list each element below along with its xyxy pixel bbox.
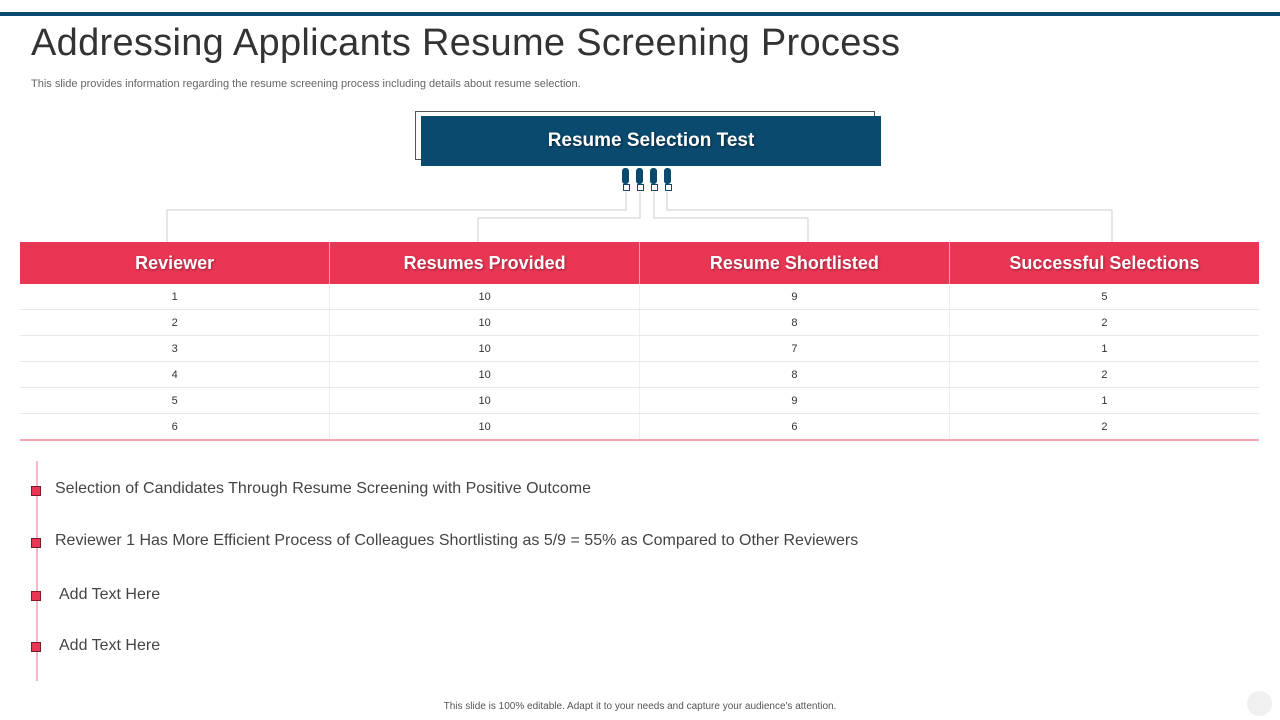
- cell-successful-selections: 1: [949, 388, 1259, 414]
- table-header-row: [20, 242, 1259, 284]
- cell-successful-selections: 2: [949, 414, 1259, 441]
- square-bullet-icon: [31, 486, 41, 496]
- connector-cap: [665, 184, 672, 191]
- cell-successful-selections: 1: [949, 336, 1259, 362]
- cell-resume-shortlisted: 8: [640, 310, 950, 336]
- cell-reviewer: 4: [20, 362, 330, 388]
- bullet-text: Reviewer 1 Has More Efficient Process of Colleagues Shortlisting as 5/9 = 55% as Compared to Other Reviewers: [55, 532, 859, 549]
- connector-cap: [637, 184, 644, 191]
- cell-reviewer: 2: [20, 310, 330, 336]
- cell-resume-shortlisted: 7: [640, 336, 950, 362]
- square-bullet-icon: [31, 538, 41, 548]
- square-bullet-icon: [31, 591, 41, 601]
- cell-resumes-provided: 10: [330, 336, 640, 362]
- table-row: [20, 414, 1259, 441]
- table-row: [20, 388, 1259, 414]
- column-header-resume-shortlisted: Resume Shortlisted: [640, 242, 950, 284]
- cell-reviewer: 1: [20, 284, 330, 310]
- cell-resume-shortlisted: 9: [640, 388, 950, 414]
- cell-reviewer: 3: [20, 336, 330, 362]
- cell-successful-selections: 2: [949, 362, 1259, 388]
- square-bullet-icon: [31, 642, 41, 652]
- cell-successful-selections: 2: [949, 310, 1259, 336]
- connector-pin: [622, 168, 629, 184]
- table-row: [20, 336, 1259, 362]
- cell-reviewer: 5: [20, 388, 330, 414]
- cell-resume-shortlisted: 8: [640, 362, 950, 388]
- column-header-resumes-provided: Resumes Provided: [330, 242, 640, 284]
- cell-reviewer: 6: [20, 414, 330, 441]
- page-title: Addressing Applicants Resume Screening Process: [31, 22, 901, 64]
- bullet-text: Add Text Here: [59, 637, 161, 654]
- table-row: [20, 362, 1259, 388]
- selection-test-label: Resume Selection Test: [547, 130, 755, 151]
- page-subtitle: This slide provides information regarding the resume screening process including details about resume selection.: [31, 78, 581, 90]
- cell-resumes-provided: 10: [330, 414, 640, 441]
- connector-line-reviewer: [167, 192, 626, 242]
- connector-pin: [636, 168, 643, 184]
- bullet-text: Selection of Candidates Through Resume Screening with Positive Outcome: [55, 480, 591, 497]
- cell-resumes-provided: 10: [330, 362, 640, 388]
- connector-line-selections: [667, 192, 1112, 242]
- resume-screening-table: [20, 242, 1259, 441]
- corner-circle-decoration: [1247, 691, 1272, 716]
- table-row: [20, 310, 1259, 336]
- connector-pin: [650, 168, 657, 184]
- cell-resume-shortlisted: 6: [640, 414, 950, 441]
- bullet-text: Add Text Here: [59, 586, 161, 603]
- cell-resumes-provided: 10: [330, 388, 640, 414]
- cell-resumes-provided: 10: [330, 310, 640, 336]
- connector-pin: [664, 168, 671, 184]
- column-header-reviewer: Reviewer: [20, 242, 330, 284]
- column-header-successful-selections: Successful Selections: [949, 242, 1259, 284]
- connector-cap: [651, 184, 658, 191]
- footer-note: This slide is 100% editable. Adapt it to your needs and capture your audience's attention.: [443, 701, 837, 712]
- cell-resume-shortlisted: 9: [640, 284, 950, 310]
- cell-resumes-provided: 10: [330, 284, 640, 310]
- connector-line-provided: [478, 192, 640, 242]
- cell-successful-selections: 5: [949, 284, 1259, 310]
- connector-line-shortlisted: [654, 192, 808, 242]
- connector-cap: [623, 184, 630, 191]
- table-row: [20, 284, 1259, 310]
- connector-lines: [0, 0, 1280, 250]
